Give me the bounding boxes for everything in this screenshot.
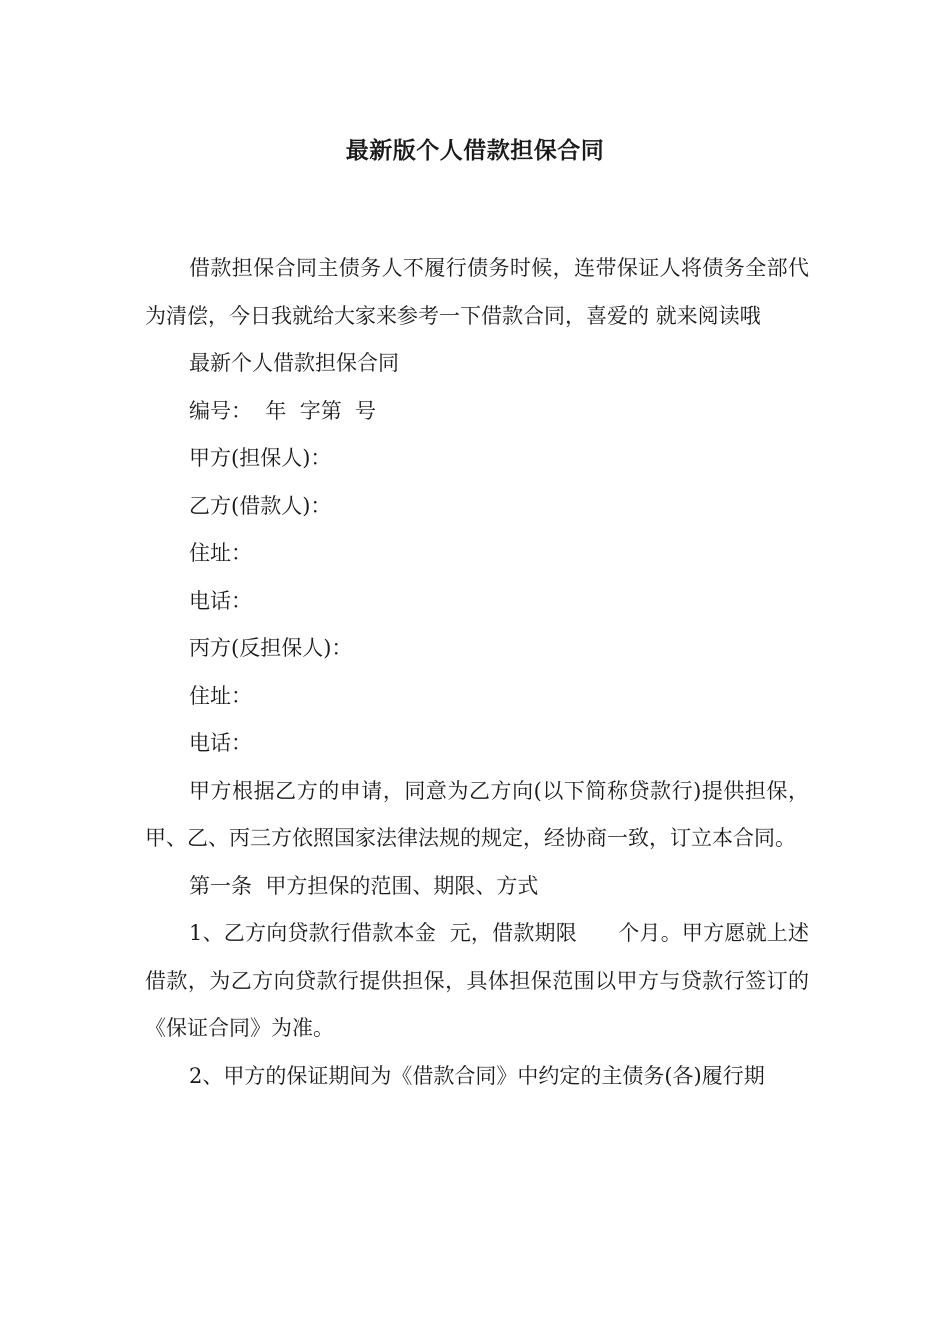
party-c-address-line: 住址： [189,683,252,708]
contract-heading: 最新个人借款担保合同 [189,351,399,375]
clause-2-paragraph: 2、甲方的保证期间为《借款合同》中约定的主债务(各)履行期 [189,1063,765,1088]
party-c-phone-line: 电话： [189,731,252,755]
document-title: 最新版个人借款担保合同 [345,138,605,164]
party-a-line: 甲方(担保人)： [189,446,332,470]
party-b-address-line: 住址： [189,541,252,565]
preamble-paragraph: 甲方根据乙方的申请，同意为乙方向(以下简称贷款行)提供担保，甲、乙、丙三方依照国家法律法规的规定，经协商一致，订立本合同。 [145,778,809,850]
article-one-heading: 第一条 甲方担保的范围、期限、方式 [189,873,539,898]
party-c-line: 丙方(反担保人)： [189,636,353,660]
intro-paragraph: 借款担保合同主债务人不履行债务时候，连带保证人将债务全部代为清偿，今日我就给大家来参考一下借款合同，喜爱的 就来阅读哦 [145,256,809,328]
party-b-phone-line: 电话： [189,588,252,613]
clause-1-paragraph: 1、乙方向贷款行借款本金 元，借款期限 个月。甲方愿就上述借款，为乙方向贷款行提供担保，具体担保范围以甲方与贷款行签订的《保证合同》为准。 [145,921,809,1040]
contract-number-line: 编号： 年 字第 号 [189,398,377,423]
document-body [145,245,809,1100]
party-b-line: 乙方(借款人)： [189,493,332,518]
